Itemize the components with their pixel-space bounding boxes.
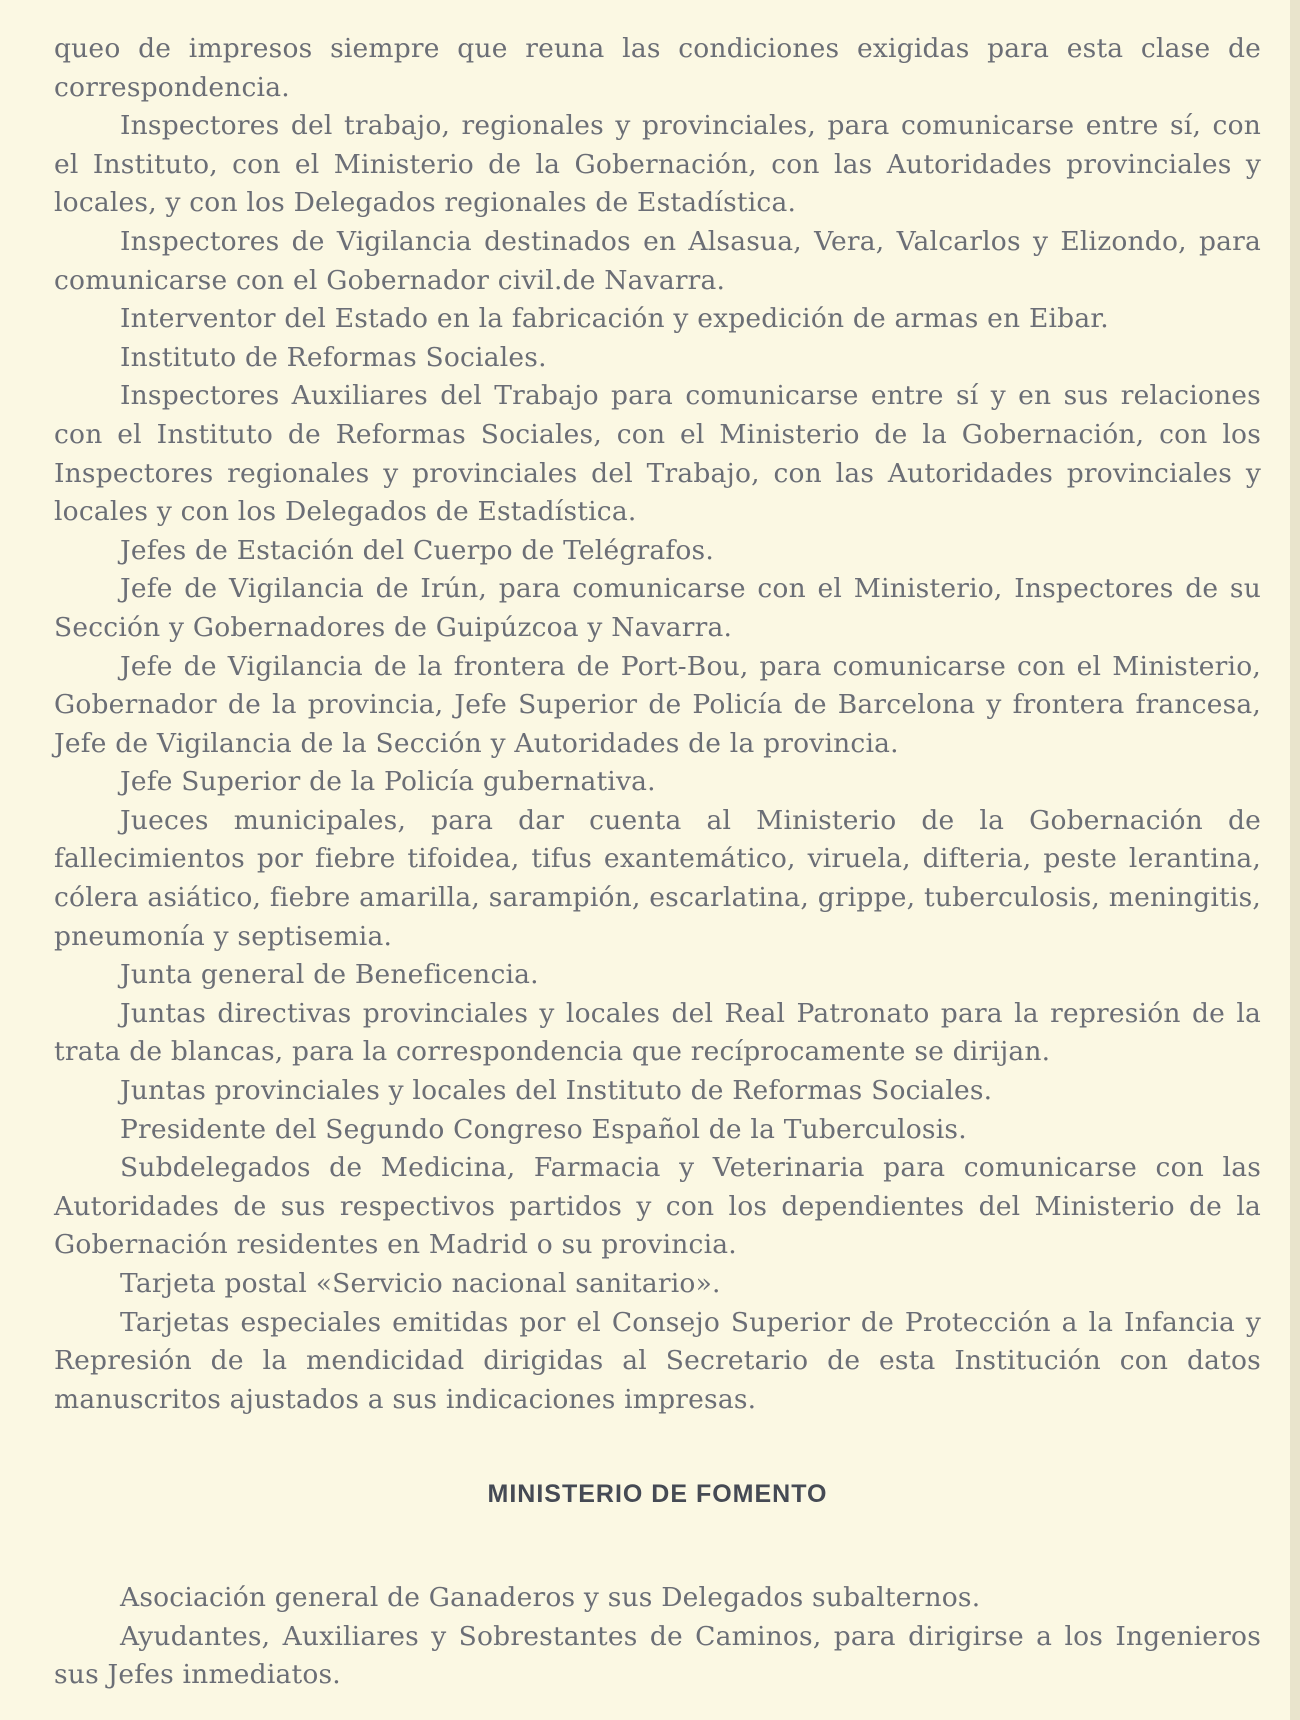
body-text-top: [54, 30, 1261, 1419]
paragraph: Ayudantes, Auxiliares y Sobrestantes de Caminos, para dirigirse a los Ingenieros sus Jefes inmediatos.: [54, 1620, 1261, 1691]
paragraph: Juntas directivas provinciales y locales del Real Patronato para la represión de la trata de blancas, para la correspondencia que recíprocamente se dirijan.: [54, 997, 1261, 1068]
paragraph: Asociación general de Ganaderos y sus Delegados subalternos.: [120, 1582, 981, 1613]
paragraph: queo de impresos siempre que reuna las condiciones exigidas para esta clase de correspondencia.: [54, 33, 1261, 103]
paragraph: Instituto de Reformas Sociales.: [120, 341, 547, 373]
paragraph: Inspectores de Vigilancia destinados en Alsasua, Vera, Valcarlos y Elizondo, para comunicarse con el Gobernador civil.de Navarra.: [54, 225, 1261, 296]
paragraph: Jefes de Estación del Cuerpo de Telégrafos.: [120, 534, 714, 566]
paragraph: Jefe de Vigilancia de la frontera de Port-Bou, para comunicarse con el Ministerio, Gobernador de la provincia, Jefe Superior de Policía de Barcelona y frontera francesa, Jefe de Vigilancia de la Sección y Autoridades de la provincia.: [54, 650, 1261, 759]
paragraph: Jefe Superior de la Policía gubernativa.: [120, 766, 656, 798]
paragraph: Presidente del Segundo Congreso Español de la Tuberculosis.: [120, 1113, 967, 1145]
section-heading: MINISTERIO DE FOMENTO: [487, 1480, 828, 1508]
paragraph: Jefe de Vigilancia de Irún, para comunicarse con el Ministerio, Inspectores de su Sección y Gobernadores de Guipúzcoa y Navarra.: [54, 573, 1261, 643]
paragraph: Tarjeta postal «Servicio nacional sanitario».: [120, 1268, 721, 1299]
paragraph: Interventor del Estado en la fabricación y expedición de armas en Eibar.: [120, 303, 1109, 335]
paragraph: Subdelegados de Medicina, Farmacia y Veterinaria para comunicarse con las Autoridades de sus respectivos partidos y con los dependientes del Ministerio de la Gobernación residentes en Madrid o su provincia.: [54, 1152, 1261, 1261]
body-text-bottom: [54, 1579, 1261, 1695]
paragraph: Tarjetas especiales emitidas por el Consejo Superior de Protección a la Infancia y Represión de la mendicidad dirigidas al Secretario de esta Institución con datos manuscritos ajustados a sus indicaciones impresas.: [54, 1306, 1261, 1415]
paragraph: Inspectores del trabajo, regionales y provinciales, para comunicarse entre sí, con el Instituto, con el Ministerio de la Gobernación, con las Autoridades provinciales y locales, y con los Delegados regionales de Estadística.: [54, 110, 1261, 219]
paragraph: Inspectores Auxiliares del Trabajo para comunicarse entre sí y en sus relaciones con el Instituto de Reformas Sociales, con el Ministerio de la Gobernación, con los Inspectores regionales y provinciales del Trabajo, con las Autoridades provinciales y locales y con los Delegados de Estadística.: [54, 380, 1261, 528]
paragraph: Junta general de Beneficencia.: [120, 959, 539, 991]
page-edge: [1290, 0, 1300, 1720]
paragraph: Juntas provinciales y locales del Instituto de Reformas Sociales.: [120, 1075, 993, 1107]
paragraph: Jueces municipales, para dar cuenta al Ministerio de la Gobernación de fallecimientos por fiebre tifoidea, tifus exantemático, viruela, difteria, peste lerantina, cólera asiático, fiebre amarilla, sarampión, escarlatina, grippe, tuberculosis, meningitis, pneumonía y septisemia.: [54, 804, 1261, 952]
